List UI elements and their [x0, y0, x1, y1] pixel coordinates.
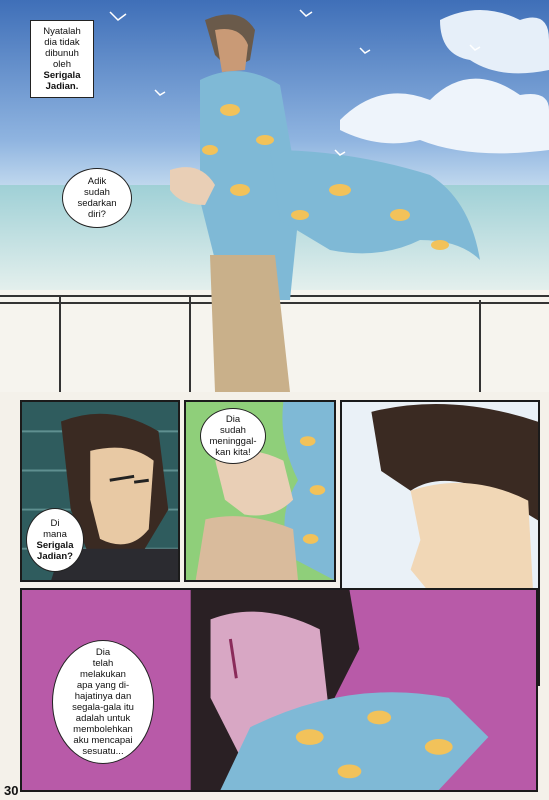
speech-bubble-adik: Adik sudah sedarkan diri?	[62, 168, 132, 228]
speech-bubble-meninggalkan: Dia sudah meninggal- kan kita!	[200, 408, 266, 464]
page-number: 30	[4, 783, 19, 798]
panel-ship-deck	[0, 0, 549, 392]
narration-caption: Nyatalah dia tidak dibunuh oleh Serigala Jadian.	[30, 20, 94, 98]
speech-bubble-di-mana: Di mana Serigala Jadian?	[26, 508, 84, 572]
speech-bubble-dia-telah: Dia telah melakukan apa yang di- hajatinya dan segala-gala itu adalah untuk membolehkan aku mencapai sesuatu...	[52, 640, 154, 764]
